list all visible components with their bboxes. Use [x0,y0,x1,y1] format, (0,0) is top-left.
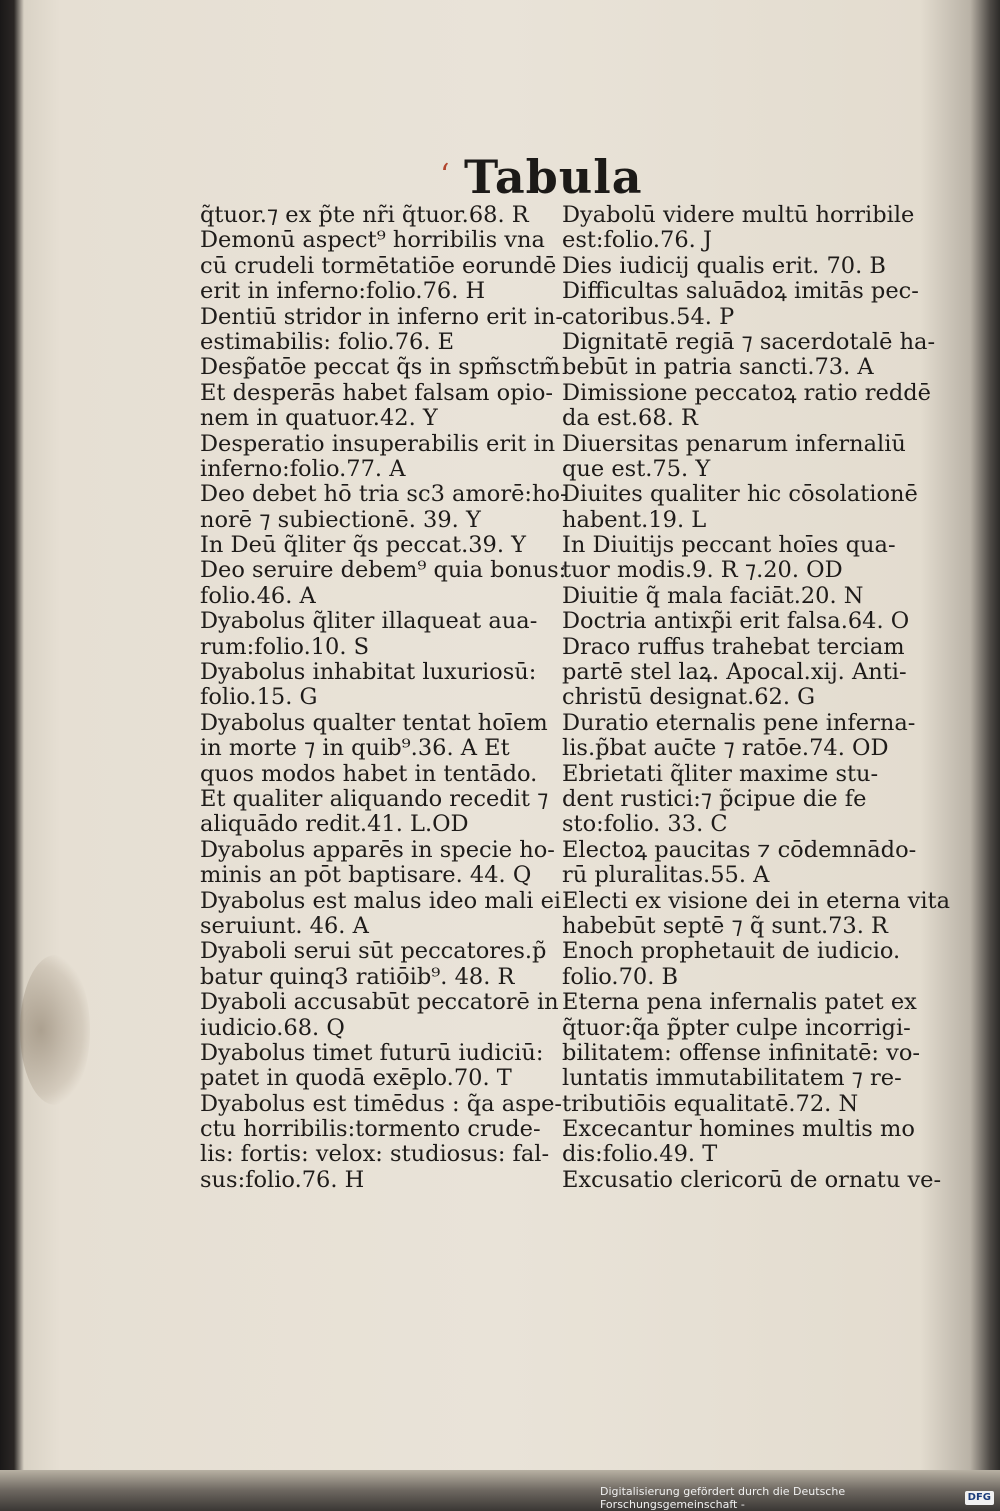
digitization-footer [600,1485,994,1511]
right-column-line: bilitatem: offense infinitatē: vo- [562,1039,921,1066]
left-column-line: batur quinq3 ratiōib⁹. 48. R [200,963,515,990]
left-column-line: Dyabolus timet futurū iudiciū: [200,1039,544,1066]
right-column-line: Diuitie q̃ mala faciāt.20. N [562,582,864,609]
right-column-line: Dyabolū videre multū horribile [562,202,915,228]
left-column-line: Dyaboli accusabūt peccatorē in [200,989,559,1016]
left-column-line: quos modos habet in tentādo. [200,760,538,787]
left-column-line: norē ⁊ subiectionē. 39. Y [200,506,481,533]
left-column-line: seruiunt. 46. A [200,912,369,939]
left-column-line: Demonū aspect⁹ horribilis vna [200,227,545,254]
left-column-line: Dyaboli serui sūt peccatores.p̃ [200,938,547,965]
left-column-line: Desp̃atōe peccat q̃s in spm̃sctm̃ [200,354,561,381]
right-column-line: sto:folio. 33. C [562,811,728,838]
left-column-line: estimabilis: folio.76. E [200,328,455,355]
right-column-line: Dies iudicij qualis erit. 70. B [562,252,886,279]
right-column-line: Excecantur homines multis mo [562,1116,915,1143]
left-column-line: Et desperās habet falsam opio- [200,379,553,406]
left-column-line: sus:folio.76. H [200,1166,365,1193]
left-column-line: cū crudeli tormētatiōe eorundē [200,252,557,279]
right-column-line: Electi ex visione dei in eterna vita [562,887,950,914]
right-column-line: dent rustici:⁊ p̃cipue die fe [562,785,867,812]
left-column-line: lis: fortis: velox: studiosus: fal- [200,1141,550,1168]
right-column-line: Eterna pena infernalis patet ex [562,989,917,1016]
left-column-line: minis an pōt baptisare. 44. Q [200,862,532,889]
left-column-line: Dyabolus est malus ideo mali ei [200,887,562,914]
left-column-line: Dyabolus est timēdus : q̃a aspe- [200,1090,563,1117]
right-column-line: bebūt in patria sancti.73. A [562,354,874,381]
left-column-line: in morte ⁊ in quib⁹.36. A Et [200,735,510,762]
left-column-line: Dyabolus apparēs in specie ho- [200,836,555,863]
right-column-line: que est.75. Y [562,455,711,482]
right-column-line: est:folio.76. J [562,227,713,254]
page-header [440,150,643,210]
left-column-line: nem in quatuor.42. Y [200,405,438,432]
right-column-line: Diuersitas penarum infernaliū [562,430,906,457]
right-column-line: Doctria antixp̃i erit falsa.64. O [562,608,910,635]
right-column-line: Ebrietati q̃liter maxime stu- [562,760,879,787]
left-column-line: Deo seruire debem⁹ quia bonus: [200,557,567,584]
right-column-line: folio.70. B [562,963,679,990]
right-column-line: q̃tuor:q̃a p̃pter culpe incorrigi- [562,1014,911,1041]
right-column-line: habebūt septē ⁊ q̃ sunt.73. R [562,912,888,939]
left-column-line: aliquādo redit.41. L.OD [200,811,469,838]
right-column-line: tuor modis.9. R ⁊.20. OD [562,557,843,584]
page-title: Tabula [464,150,643,204]
right-column-line: partē stel laꝝ. Apocal.xij. Anti- [562,659,907,686]
left-column-line: folio.15. G [200,684,318,711]
left-column-line: Deo debet hō tria sc3 amorē:ho- [200,481,568,508]
left-column-line: q̃tuor.⁊ ex p̃te nr̃i q̃tuor.68. R [200,202,529,228]
rubric-mark: ‘ [440,158,450,193]
left-column-line: patet in quodā exēplo.70. T [200,1065,512,1092]
right-column-line: christū designat.62. G [562,684,816,711]
right-column-line: Excusatio clericorū de ornatu ve- [562,1166,942,1193]
right-column-line: Diuites qualiter hic cōsolationē [562,481,918,508]
left-column-line: In Deū q̃liter q̃s peccat.39. Y [200,532,527,559]
water-stain [20,955,90,1105]
left-column-line: iudicio.68. Q [200,1014,345,1041]
right-column-line: Electoꝝ paucitas ⁊ cōdemnādo- [562,836,917,863]
right-column-line: catoribus.54. P [562,303,735,330]
right-column-line: habent.19. L [562,506,707,533]
right-column [562,202,950,1193]
left-column-line: Dyabolus inhabitat luxuriosū: [200,659,537,686]
left-column [200,202,568,1193]
left-column-line: Dentiū stridor in inferno erit in- [200,303,563,330]
right-column-line: Dignitatē regiā ⁊ sacerdotalē ha- [562,328,936,355]
left-column-line: folio.46. A [200,582,316,609]
left-column-line: Dyabolus qualter tentat hoīem [200,709,548,736]
right-column-line: tributiōis equalitatē.72. N [562,1090,859,1117]
right-column-line: Draco ruffus trahebat terciam [562,633,905,660]
left-column-line: ctu horribilis:tormento crude- [200,1116,541,1143]
left-column-line: Et qualiter aliquando recedit ⁊ [200,785,549,812]
dfg-logo: DFG [965,1491,994,1505]
right-column-line: luntatis immutabilitatem ⁊ re- [562,1065,902,1092]
left-column-line: erit in inferno:folio.76. H [200,278,486,305]
right-column-line: Dimissione peccatoꝝ ratio reddē [562,379,931,406]
right-column-line: In Diuitijs peccant hoīes qua- [562,532,896,559]
right-column-line: Enoch prophetauit de iudicio. [562,938,901,965]
left-column-line: rum:folio.10. S [200,633,370,660]
right-column-line: lis.p̃bat auc̄te ⁊ ratōe.74. OD [562,735,889,762]
right-column-line: dis:folio.49. T [562,1141,718,1168]
left-column-line: inferno:folio.77. A [200,455,406,482]
right-column-line: rū pluralitas.55. A [562,862,770,889]
right-column-line: Difficultas saluādoꝝ imitās pec- [562,278,919,305]
right-column-line: Duratio eternalis pene inferna- [562,709,916,736]
footer-credit: Digitalisierung gefördert durch die Deutsche Forschungsgemeinschaft - [600,1485,846,1511]
right-column-line: da est.68. R [562,405,698,432]
left-column-line: Desperatio insuperabilis erit in [200,430,556,457]
left-column-line: Dyabolus q̃liter illaqueat aua- [200,608,538,635]
